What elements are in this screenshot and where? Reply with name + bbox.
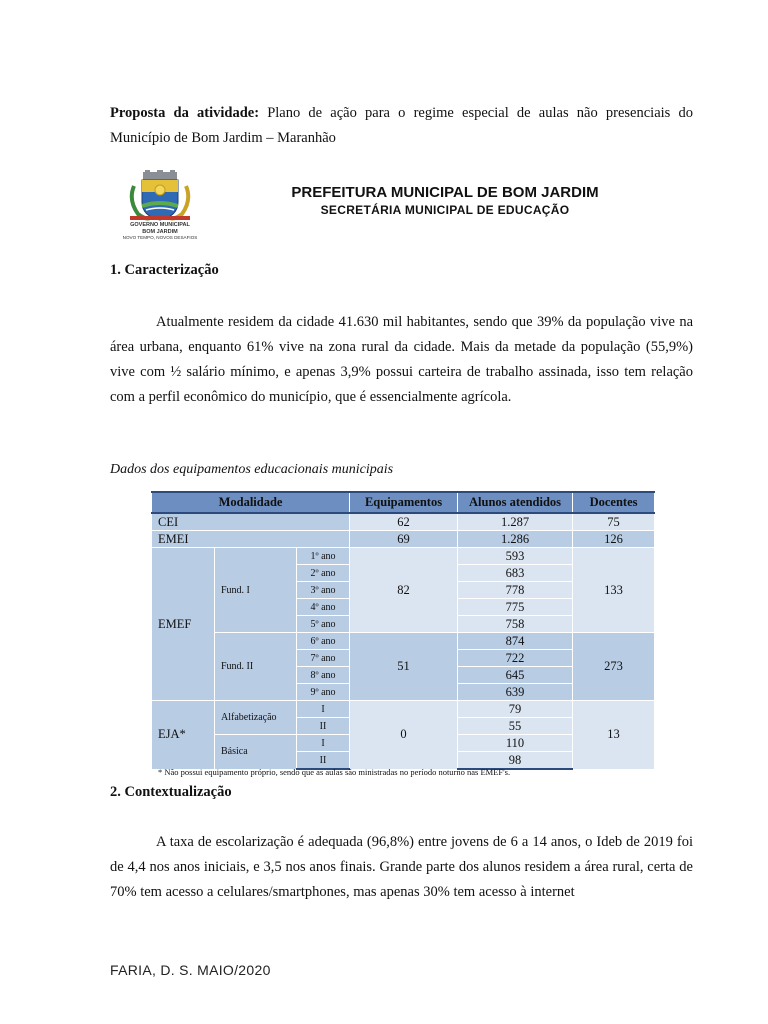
cell-year: 1º ano bbox=[297, 548, 350, 565]
cell-level: II bbox=[297, 718, 350, 735]
cell-cei-alunos: 1.287 bbox=[458, 513, 573, 531]
proposal-label: Proposta da atividade: bbox=[110, 105, 260, 121]
cell-emei-docentes: 126 bbox=[573, 531, 655, 548]
cell-fund2-docentes: 273 bbox=[573, 633, 655, 701]
header-docentes: Docentes bbox=[573, 492, 655, 513]
cell-bas-label: Básica bbox=[215, 735, 297, 770]
section1-heading: 1. Caracterização bbox=[110, 262, 219, 278]
logo-caption bbox=[120, 222, 200, 242]
cell-alunos: 874 bbox=[458, 633, 573, 650]
cell-alunos: 775 bbox=[458, 599, 573, 616]
cell-alunos: 639 bbox=[458, 684, 573, 701]
cell-fund1-label: Fund. I bbox=[215, 548, 297, 633]
cell-year: 2º ano bbox=[297, 565, 350, 582]
cell-fund1-equip: 82 bbox=[350, 548, 458, 633]
cell-alf-label: Alfabetização bbox=[215, 701, 297, 735]
table-caption: Dados dos equipamentos educacionais municipais bbox=[110, 462, 394, 477]
section2-heading: 2. Contextualização bbox=[110, 784, 232, 800]
cell-alunos: 778 bbox=[458, 582, 573, 599]
cell-alunos: 55 bbox=[458, 718, 573, 735]
cell-year: 5º ano bbox=[297, 616, 350, 633]
section1-text: Atualmente residem da cidade 41.630 mil habitantes, sendo que 39% da população vive na área urbana, enquanto 61% vive na zona rural da cidade. Mais da metade da população (55,9%) vive com ½ salário mínimo, e apenas 3,9% possui carteira de trabalho assinada, isso tem relação com a perfil econômico do município, que é essencialmente agrícola. bbox=[110, 314, 693, 405]
cell-level: II bbox=[297, 752, 350, 770]
logo-line-bomjardim: BOM JARDIM bbox=[142, 228, 178, 235]
proposal-paragraph bbox=[110, 101, 693, 151]
cell-alunos: 110 bbox=[458, 735, 573, 752]
cell-emei-equip: 69 bbox=[350, 531, 458, 548]
section2-text: A taxa de escolarização é adequada (96,8%) entre jovens de 6 a 14 anos, o Ideb de 2019 foi de 4,4 nos anos iniciais, e 3,5 nos anos finais. Grande parte dos alunos residem a área rural, certa de 70% tem acesso a celulares/smartphones, mas apenas 30% tem acesso à internet bbox=[110, 834, 693, 900]
cell-alunos: 79 bbox=[458, 701, 573, 718]
cell-cei-equip: 62 bbox=[350, 513, 458, 531]
cell-year: 7º ano bbox=[297, 650, 350, 667]
cell-alunos: 98 bbox=[458, 752, 573, 770]
cell-fund2-label: Fund. II bbox=[215, 633, 297, 701]
header-modalidade: Modalidade bbox=[152, 492, 350, 513]
cell-alunos: 593 bbox=[458, 548, 573, 565]
cell-emei-label: EMEI bbox=[152, 531, 350, 548]
education-table bbox=[151, 491, 655, 770]
cell-year: 6º ano bbox=[297, 633, 350, 650]
cell-fund1-docentes: 133 bbox=[573, 548, 655, 633]
header-alunos: Alunos atendidos bbox=[458, 492, 573, 513]
cell-alunos: 722 bbox=[458, 650, 573, 667]
cell-alunos: 683 bbox=[458, 565, 573, 582]
table-row bbox=[152, 548, 655, 565]
table-row bbox=[152, 701, 655, 718]
cell-year: 4º ano bbox=[297, 599, 350, 616]
table-row bbox=[152, 633, 655, 650]
cell-fund2-equip: 51 bbox=[350, 633, 458, 701]
cell-alunos: 758 bbox=[458, 616, 573, 633]
logo-line-slogan: NOVO TEMPO, NOVOS DESAFIOS bbox=[122, 235, 198, 240]
cell-emei-alunos: 1.286 bbox=[458, 531, 573, 548]
logo-line-governo: GOVERNO MUNICIPAL bbox=[130, 222, 190, 228]
header-title: PREFEITURA MUNICIPAL DE BOM JARDIM bbox=[291, 184, 599, 201]
cell-level: I bbox=[297, 701, 350, 718]
cell-eja-docentes: 13 bbox=[573, 701, 655, 770]
cell-year: 9º ano bbox=[297, 684, 350, 701]
header-subtitle: SECRETÁRIA MUNICIPAL DE EDUCAÇÃO bbox=[320, 203, 570, 217]
page-footer: FARIA, D. S. MAIO/2020 bbox=[110, 962, 271, 978]
proposal-text: Plano de ação para o regime especial de aulas não presenciais do Município de Bom Jardim – Maranhão bbox=[110, 105, 693, 146]
cell-year: 3º ano bbox=[297, 582, 350, 599]
cell-year: 8º ano bbox=[297, 667, 350, 684]
cell-cei-label: CEI bbox=[152, 513, 350, 531]
cell-level: I bbox=[297, 735, 350, 752]
cell-cei-docentes: 75 bbox=[573, 513, 655, 531]
cell-eja-equip: 0 bbox=[350, 701, 458, 770]
header-equipamentos: Equipamentos bbox=[350, 492, 458, 513]
coat-of-arms-icon bbox=[120, 170, 200, 222]
cell-alunos: 645 bbox=[458, 667, 573, 684]
cell-eja-label: EJA* bbox=[152, 701, 215, 770]
table-row bbox=[152, 531, 655, 548]
section2-body bbox=[110, 830, 693, 905]
table-row bbox=[152, 513, 655, 531]
section1-body bbox=[110, 310, 693, 410]
cell-emef-label: EMEF bbox=[152, 548, 215, 701]
table-footnote: * Não possui equipamento próprio, sendo que as aulas são ministradas no período noturno nas EMEF's. bbox=[158, 767, 511, 777]
table-header-row bbox=[152, 492, 655, 513]
